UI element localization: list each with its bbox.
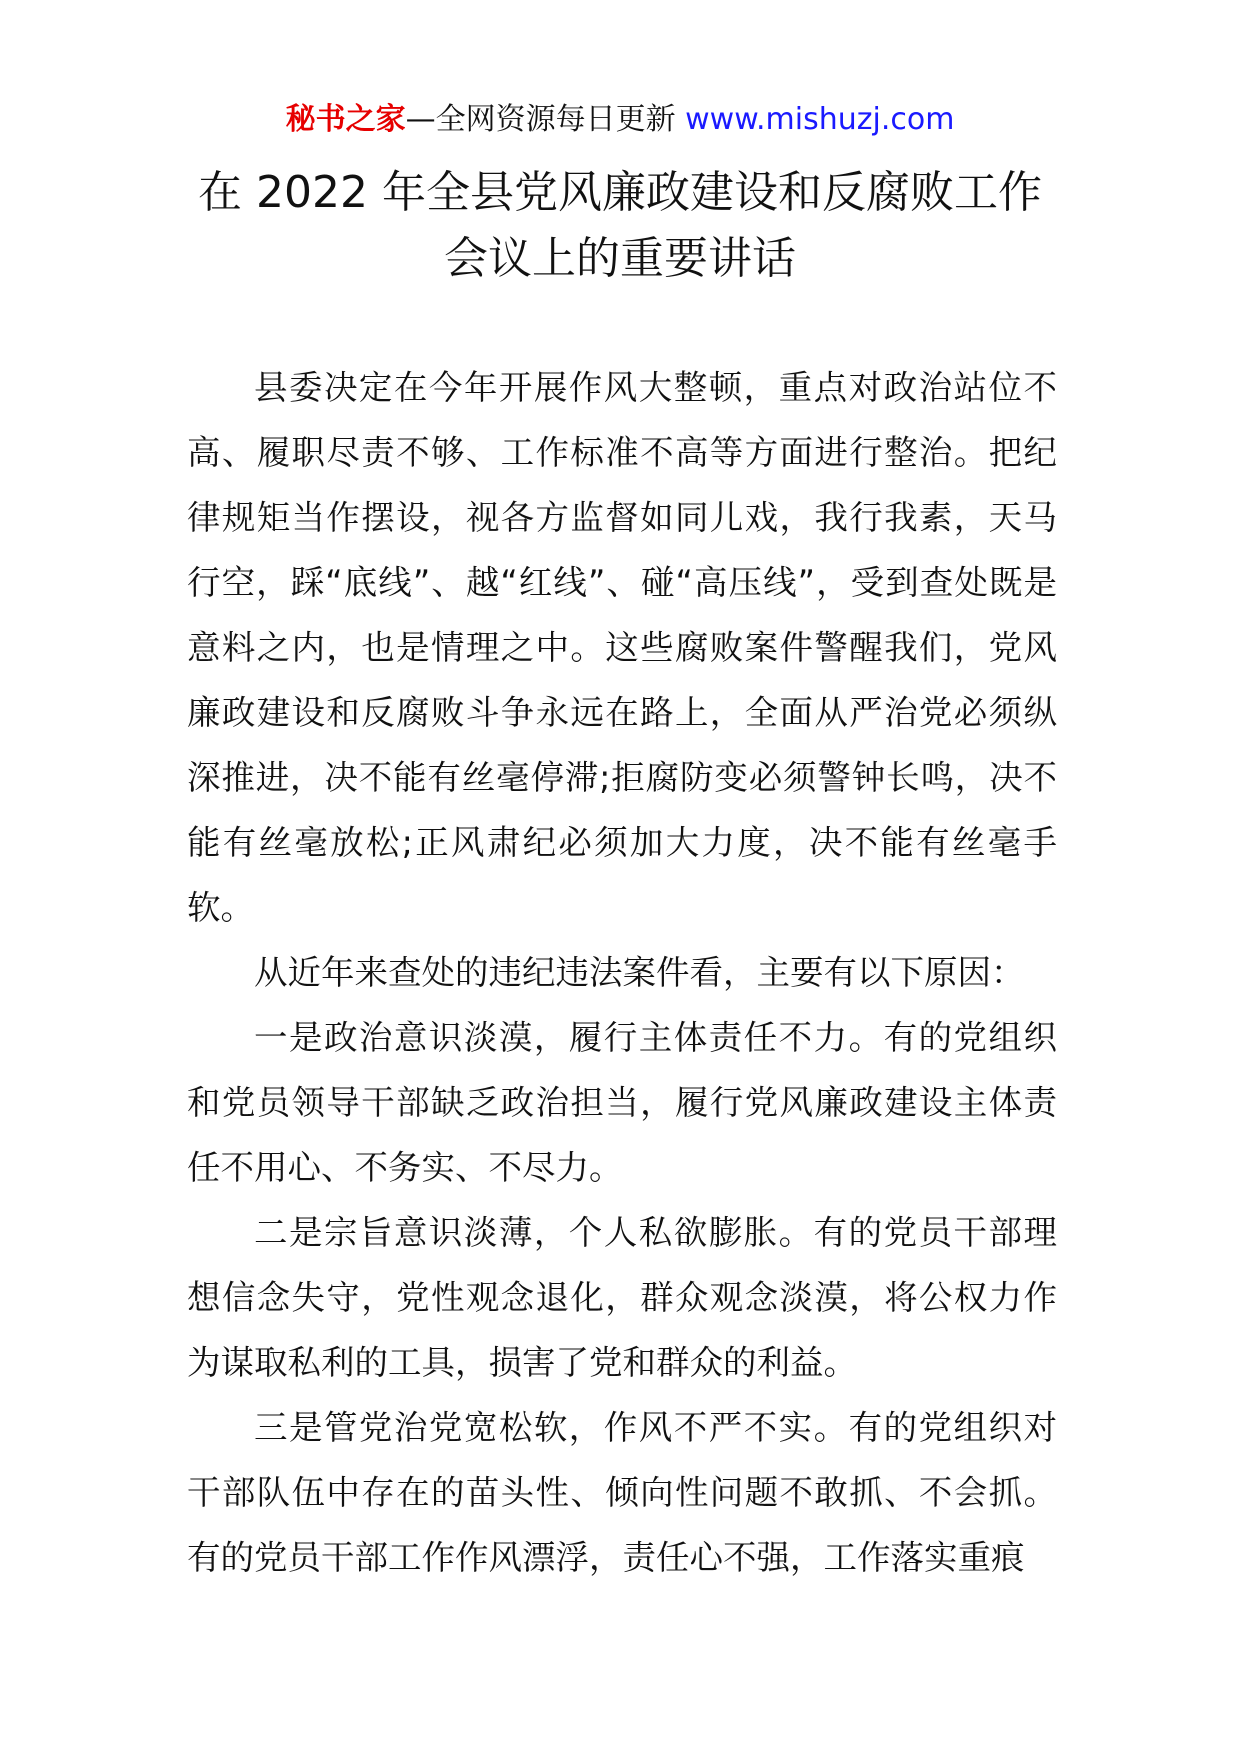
paragraph: 三是管党治党宽松软，作风不严不实。有的党组织对干部队伍中存在的苗头性、倾向性问题不敢抓、不会抓。有的党员干部工作作风漂浮，责任心不强，工作落实重痕 xyxy=(187,1408,1057,1577)
title-line-2: 会议上的重要讲话 xyxy=(444,233,796,284)
site-header xyxy=(0,98,1240,142)
document-body xyxy=(187,355,1057,1590)
site-name: 秘书之家 xyxy=(285,102,406,137)
paragraph: 县委决定在今年开展作风大整顿，重点对政治站位不高、履职尽责不够、工作标准不高等方面进行整治。把纪律规矩当作摆设，视各方监督如同儿戏，我行我素，天马行空，踩“底线”、越“红线”、碰“高压线”，受到查处既是意料之内，也是情理之中。这些腐败案件警醒我们，党风廉政建设和反腐败斗争永远在路上，全面从严治党必须纵深推进，决不能有丝毫停滞;拒腐防变必须警钟长鸣，决不能有丝毫放松;正风肃纪必须加大力度，决不能有丝毫手软。 xyxy=(187,368,1057,927)
document-title xyxy=(0,160,1240,292)
paragraph: 二是宗旨意识淡薄，个人私欲膨胀。有的党员干部理想信念失守，党性观念退化，群众观念淡漠，将公权力作为谋取私利的工具，损害了党和群众的利益。 xyxy=(187,1213,1057,1382)
paragraph: 一是政治意识淡漠，履行主体责任不力。有的党组织和党员领导干部缺乏政治担当，履行党风廉政建设主体责任不用心、不务实、不尽力。 xyxy=(187,1018,1057,1187)
site-url-link[interactable]: www.mishuzj.com xyxy=(685,102,955,137)
paragraph: 从近年来查处的违纪违法案件看，主要有以下原因： xyxy=(254,953,1025,992)
title-line-1: 在 2022 年全县党风廉政建设和反腐败工作 xyxy=(198,167,1042,218)
site-tagline: —全网资源每日更新 xyxy=(405,102,676,137)
